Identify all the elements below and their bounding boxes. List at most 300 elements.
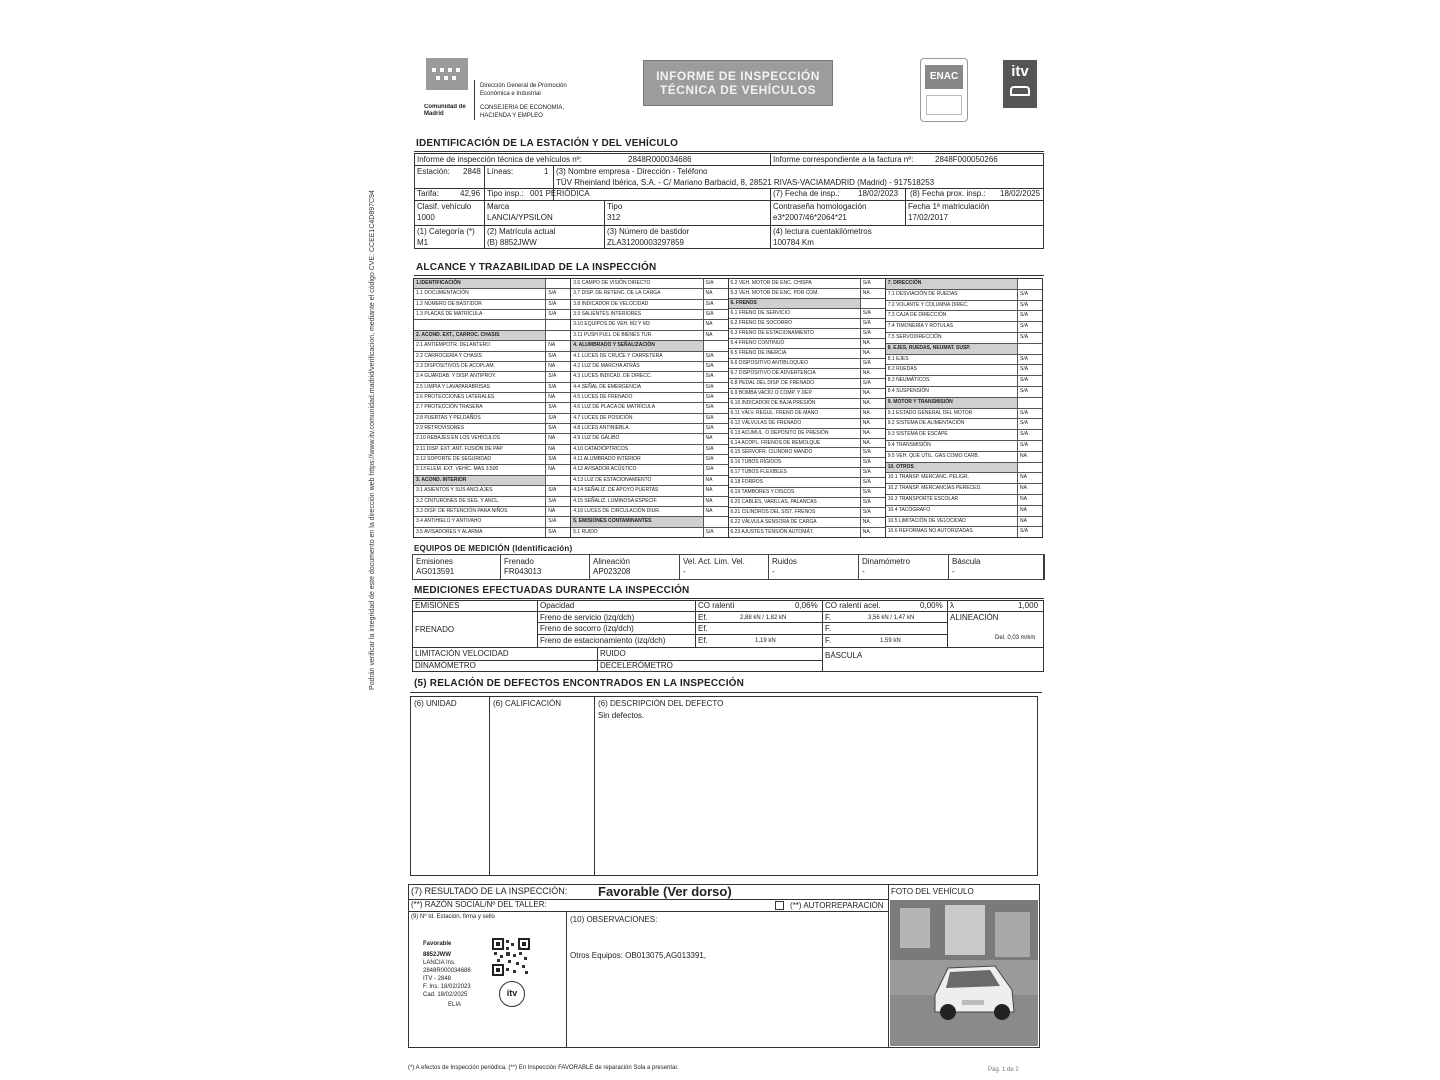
equipo-label: Ruidos	[772, 557, 797, 566]
km-label: (4) lectura cuentakilómetros	[773, 227, 872, 236]
alcance-item-label: 6.9 BOMBA VACÍO O COMP. Y DEP.	[729, 389, 861, 398]
factura-label: Informe correspondiente a la factura nº:	[773, 155, 914, 164]
fecha-prox-label: (8) Fecha prox. insp.:	[910, 189, 986, 198]
dept-line-4: HACIENDA Y EMPLEO	[480, 113, 543, 119]
alcance-row	[571, 465, 727, 475]
alcance-item-label: 6.5 FRENO DE INERCIA	[729, 349, 861, 358]
alcance-row	[414, 279, 570, 289]
estacion-value: 2848	[463, 167, 481, 176]
vehicle-photo	[890, 900, 1038, 1046]
defectos-section-title: (5) RELACIÓN DE DEFECTOS ENCONTRADOS EN LA INSPECCIÓN	[414, 678, 745, 689]
alcance-item-value: NA	[705, 435, 713, 442]
alcance-row	[729, 339, 885, 349]
alcance-item-label: 6.23 AJUSTES TENSIÓN AUTOMÁT.	[729, 528, 861, 537]
freno-servicio-label: Freno de servicio (izq/dch)	[540, 613, 635, 622]
alcance-item-label: 10. OTROS	[886, 463, 1018, 473]
alcance-row	[414, 486, 570, 496]
alcance-item-value: S/A	[1020, 312, 1029, 319]
alcance-row	[414, 341, 570, 351]
alcance-item-label: 4.10 CATADIÓPTRICOS	[571, 445, 703, 454]
alcance-item-value: NA	[862, 349, 870, 356]
report-title-box	[643, 60, 833, 106]
razon-label: (**) RAZÓN SOCIAL/Nº DEL TALLER:	[411, 900, 547, 909]
alcance-row	[571, 289, 727, 299]
alcance-item-value: S/A	[1020, 409, 1029, 416]
bastidor-value: ZLA31200003297859	[607, 238, 684, 247]
alcance-row	[571, 372, 727, 382]
verification-side-text: Podrán verificar la integridad de este documento en la dirección web https://www.itv.comunidad.madrid/verificacion, mediante el código CVE: CCEE1C4D897C94	[369, 190, 376, 690]
tipo-insp-value: 001 PERIÓDICA	[530, 189, 590, 198]
autorep-checkbox	[775, 901, 784, 910]
alcance-item-label: 4.5 LUCES DE FRENADO	[571, 393, 703, 402]
qr-code-icon	[492, 938, 530, 976]
alcance-item-value: S/A	[862, 309, 871, 316]
resultado-value: Favorable (Ver dorso)	[598, 884, 732, 899]
informe-label: Informe de inspección técnica de vehículos nº:	[417, 155, 582, 164]
alcance-row	[886, 311, 1042, 322]
alcance-item-value: S/A	[548, 373, 557, 380]
report-title-line-1: INFORME DE INSPECCIÓN	[656, 69, 820, 83]
alcance-item-value: S/A	[705, 528, 714, 535]
alcance-item-value: S/A	[862, 329, 871, 336]
alcance-item-label: 2.7 PROTECCIÓN TRASERA	[414, 403, 546, 412]
alcance-row	[729, 498, 885, 508]
alcance-item-value: NA	[705, 497, 713, 504]
alcance-row	[729, 289, 885, 299]
alcance-item-value	[546, 331, 570, 340]
alcance-row	[414, 476, 570, 486]
ident-section-title: IDENTIFICACIÓN DE LA ESTACIÓN Y DEL VEHÍCULO	[416, 138, 679, 149]
alcance-row	[571, 445, 727, 455]
tarifa-value: 42,96	[460, 189, 481, 198]
alcance-row	[886, 517, 1042, 528]
alcance-item-label: 4.1 LUCES DE CRUCE Y CARRETERA	[571, 352, 703, 361]
alcance-row	[886, 473, 1042, 484]
alcance-item-label: 3. ACOND. INTERIOR	[414, 476, 546, 485]
stamp-line-3: 2848R000034686	[423, 968, 471, 974]
alcance-row	[571, 279, 727, 289]
marca-value: LANCIA/YPSILON	[487, 213, 553, 222]
alcance-item-label: 7.3 CAJA DE DIRECCIÓN	[886, 311, 1018, 321]
alcance-item-value: S/A	[1020, 420, 1029, 427]
alcance-row	[414, 372, 570, 382]
alcance-item-value: NA	[1020, 452, 1027, 459]
alcance-item-value: S/A	[1020, 528, 1029, 535]
alcance-item-value: NA	[1020, 517, 1027, 524]
stamp-line-5: F. Ins. 18/02/2023	[423, 984, 471, 990]
alcance-item-value: S/A	[862, 280, 871, 286]
ef3-value: 1,19 kN	[755, 638, 776, 644]
alcance-row	[414, 300, 570, 310]
alcance-item-value: S/A	[548, 300, 557, 307]
alcance-item-value: S/A	[1020, 387, 1029, 394]
alcance-item-value: S/A	[705, 352, 714, 359]
alcance-item-label: 6.13 ACUMUL. O DEPÓSITO DE PRESIÓN	[729, 429, 861, 438]
alcance-item-label: 6.20 CABLES, VARILLAS, PALANCAS	[729, 498, 861, 507]
alcance-row	[414, 383, 570, 393]
ef2-label: Ef.	[698, 624, 708, 633]
alcance-item-value: S/A	[548, 456, 557, 463]
alcance-row	[571, 517, 727, 527]
estacion-label: Estación:	[417, 167, 450, 176]
alcance-item-label: 6.6 DISPOSITIVO ANTIBLOQUEO	[729, 359, 861, 368]
alcance-row	[729, 299, 885, 309]
alcance-item-label: 6.3 FRENO DE ESTACIONAMIENTO	[729, 329, 861, 338]
alcance-item-label: 1.1 DOCUMENTACIÓN	[414, 289, 546, 298]
alcance-row	[886, 441, 1042, 452]
alcance-row	[729, 359, 885, 369]
alcance-item-label: 9.2 SISTEMA DE ALIMENTACIÓN	[886, 419, 1018, 429]
alcance-item-label: 5.3 VEH. MOTOR DE ENC. POR COM.	[729, 289, 861, 298]
empresa-value: TÜV Rheinland Ibérica, S.A. - C/ Mariano Barbacid, 8, 28521 RIVAS-VACIAMADRID (Madrid) - 917518253	[556, 178, 935, 187]
alcance-row	[886, 419, 1042, 430]
alcance-row	[414, 414, 570, 424]
alcance-item-value: S/A	[705, 414, 714, 421]
matricula-value: (B) 8852JWW	[487, 238, 537, 247]
alcance-item-label: 3.2 CINTURONES DE SEG. Y ANCL.	[414, 497, 546, 506]
alcance-row	[571, 497, 727, 507]
alcance-item-value	[1018, 344, 1042, 354]
enac-logo	[920, 58, 968, 122]
contrasena-label: Contraseña homologación	[773, 202, 867, 211]
alcance-row	[886, 279, 1042, 290]
vehicle-photo-image	[890, 900, 1038, 1046]
alcance-row	[886, 355, 1042, 366]
alcance-row	[414, 362, 570, 372]
enac-label: ENAC	[925, 65, 963, 89]
alcance-item-label: 8.3 NEUMÁTICOS	[886, 376, 1018, 386]
alcance-row	[414, 445, 570, 455]
alcance-table	[413, 278, 1043, 538]
alcance-row	[886, 452, 1042, 463]
alcance-item-value: S/A	[1020, 301, 1029, 308]
alcance-row	[886, 322, 1042, 333]
alcance-item-value: S/A	[1020, 355, 1029, 362]
alcance-item-value: NA	[548, 342, 556, 349]
foto-label: FOTO DEL VEHÍCULO	[891, 887, 974, 896]
alcance-item-value: S/A	[862, 509, 871, 516]
alcance-row	[729, 379, 885, 389]
fecha-insp-value: 18/02/2023	[858, 189, 899, 198]
alcance-row	[886, 409, 1042, 420]
alcance-row	[571, 383, 727, 393]
alcance-row	[729, 389, 885, 399]
alcance-item-value: NA	[1020, 474, 1027, 481]
matriculacion-value: 17/02/2017	[908, 213, 949, 222]
alcance-row	[729, 409, 885, 419]
stamp-line-7: ELIA	[448, 1002, 462, 1008]
bastidor-label: (3) Número de bastidor	[607, 227, 690, 236]
car-icon	[1010, 86, 1030, 96]
alcance-row	[886, 506, 1042, 517]
alcance-item-label: 2.12 SOPORTE DE SEGURIDAD	[414, 455, 546, 464]
equipo-cell	[500, 554, 590, 580]
alcance-item-label: 4.4 SEÑAL DE EMERGENCIA	[571, 383, 703, 392]
alcance-item-label: 3.3 DISP. DE RETENCIÓN PARA NIÑOS	[414, 507, 546, 516]
alcance-item-value: NA	[862, 289, 870, 296]
equipo-label: Alineación	[593, 557, 630, 566]
dept-line-1: Dirección General de Promoción	[480, 83, 567, 89]
autorep-label: (**) AUTORREPARACIÓN	[790, 901, 884, 910]
alcance-row	[571, 393, 727, 403]
f1-label: F.	[825, 613, 832, 622]
fecha-prox-value: 18/02/2025	[1000, 189, 1041, 198]
alcance-row	[729, 448, 885, 458]
observ-label: (10) OBSERVACIONES:	[570, 915, 658, 924]
alcance-item-value: S/A	[1020, 323, 1029, 330]
alcance-item-value: NA	[548, 362, 556, 369]
alcance-row	[414, 528, 570, 537]
equipo-cell	[589, 554, 680, 580]
alcance-item-value: S/A	[1020, 333, 1029, 340]
alcance-item-value	[704, 517, 728, 526]
alcance-row	[414, 310, 570, 320]
alcance-item-value: S/A	[548, 425, 557, 432]
alcance-item-value	[1018, 279, 1042, 289]
alcance-item-label: 6.18 FORROS	[729, 478, 861, 487]
alcance-item-label: 4.2 LUZ DE MARCHA ATRÁS	[571, 362, 703, 371]
alcance-item-value: NA	[705, 321, 713, 328]
empresa-label: (3) Nombre empresa - Dirección - Teléfono	[556, 167, 708, 176]
matriculacion-label: Fecha 1ª matriculación	[908, 202, 990, 211]
tipo-insp-label: Tipo insp.:	[487, 189, 524, 198]
alcance-row	[886, 290, 1042, 301]
alcance-item-label: 2.9 RETROVISORES	[414, 424, 546, 433]
alcance-item-label: 3.9 SALIENTES INTERIORES	[571, 310, 703, 319]
alcance-item-label: 4.8 LUCES ANTINIEBLA	[571, 424, 703, 433]
alcance-row	[571, 434, 727, 444]
equipo-cell	[679, 554, 769, 580]
freno-estac-label: Freno de estacionamiento (izq/dch)	[540, 636, 666, 645]
alcance-row	[886, 398, 1042, 409]
equipo-value: -	[952, 567, 955, 576]
dept-line-3: CONSEJERÍA DE ECONOMÍA,	[480, 105, 565, 111]
alcance-row	[729, 429, 885, 439]
equipo-value: -	[772, 567, 775, 576]
alcance-item-value: S/A	[1020, 431, 1029, 438]
equipos-section-title: EQUIPOS DE MEDICIÓN (Identificación)	[414, 544, 573, 553]
equipo-label: Vel. Act. Lim. Vel.	[683, 557, 745, 566]
resultado-label: (7) RESULTADO DE LA INSPECCIÓN:	[411, 886, 568, 896]
alcance-row	[729, 419, 885, 429]
marca-label: Marca	[487, 202, 510, 211]
alcance-item-value: NA	[548, 445, 556, 452]
f3-label: F.	[825, 636, 832, 645]
equipo-label: Frenado	[504, 557, 534, 566]
alcance-item-label: 1.2 NÚMERO DE BASTIDOR	[414, 300, 546, 309]
alcance-item-value: S/A	[862, 489, 871, 496]
alcance-item-value: S/A	[548, 497, 557, 504]
alcance-item-label: 7.5 SERVODIRECCIÓN	[886, 333, 1018, 343]
alcance-row	[886, 463, 1042, 474]
alineacion-value: Del. 0,03 m/km	[995, 635, 1036, 641]
alcance-row	[571, 424, 727, 434]
limitacion-label: LIMITACIÓN VELOCIDAD	[415, 649, 509, 658]
alcance-item-value: S/A	[862, 459, 871, 466]
unidad-label: (6) UNIDAD	[414, 699, 457, 708]
ruido-label: RUIDO	[600, 649, 626, 658]
alcance-item-label: 3.5 AVISADORES Y ALARMA	[414, 528, 546, 537]
fecha-insp-label: (7) Fecha de insp.:	[773, 189, 840, 198]
alcance-row	[729, 478, 885, 488]
alcance-item-value	[1018, 398, 1042, 408]
alcance-column	[571, 279, 728, 537]
itv-seal-label: itv	[506, 988, 518, 998]
alcance-item-label: 9.1 ESTADO GENERAL DEL MOTOR	[886, 409, 1018, 419]
alcance-item-label: 1.IDENTIFICACIÓN	[414, 279, 546, 288]
alcance-item-value: S/A	[548, 404, 557, 411]
lambda-label: λ	[950, 601, 954, 610]
decelerometro-label: DECELERÓMETRO	[600, 661, 673, 670]
alcance-row	[729, 488, 885, 498]
alcance-row	[414, 424, 570, 434]
dinamometro-label: DINAMÓMETRO	[415, 661, 476, 670]
alcance-item-label: 3.4 ANTIHIELO Y ANTIVAHO	[414, 517, 546, 526]
alcance-item-label: 2.13 ELEM. EXT. VEHÍC. MAS 3.500	[414, 465, 546, 474]
alcance-item-label: 4.16 LUCES DE CIRCULACIÓN DIUR.	[571, 507, 703, 516]
alcance-item-label: 4.9 LUZ DE GÁLIBO	[571, 434, 703, 443]
alcance-row	[571, 341, 727, 351]
alcance-item-label: 8.1 EJES	[886, 355, 1018, 365]
alcance-item-value: S/A	[705, 280, 714, 286]
opacidad-label: Opacidad	[540, 601, 575, 610]
alcance-item-label: 3.8 INDICADOR DE VELOCIDAD	[571, 300, 703, 309]
alcance-item-value	[546, 476, 570, 485]
alcance-row	[886, 387, 1042, 398]
alcance-item-label: 4.6 LUZ DE PLACA DE MATRÍCULA	[571, 403, 703, 412]
ef3-label: Ef.	[698, 636, 708, 645]
equipo-value: -	[862, 567, 865, 576]
equipo-cell	[412, 554, 501, 580]
alcance-item-value: NA	[862, 369, 870, 376]
equipo-label: Emisiones	[416, 557, 453, 566]
alcance-item-value: NA	[862, 529, 870, 536]
alcance-item-label: 6.4 FRENO CONTINUO	[729, 339, 861, 348]
f3-value: 1,59 kN	[880, 638, 901, 644]
alcance-item-label: 10.6 REFORMAS NO AUTORIZADAS	[886, 527, 1018, 537]
alcance-item-label: 9. MOTOR Y TRANSMISIÓN	[886, 398, 1018, 408]
alcance-item-label: 5.1 RUIDO	[571, 528, 703, 537]
alcance-item-label: 10.4 TACÓGRAFO	[886, 506, 1018, 516]
alcance-item-label: 6.10 INDICADOR DE BAJA PRESIÓN	[729, 399, 861, 408]
alcance-row	[414, 517, 570, 527]
alcance-row	[414, 434, 570, 444]
alcance-item-label: 6.21 CILINDROS DEL SIST. FRENOS	[729, 508, 861, 517]
alcance-item-value: S/A	[705, 300, 714, 307]
alcance-row	[729, 399, 885, 409]
alcance-item-value: NA	[705, 507, 713, 514]
lambda-value: 1,000	[1018, 601, 1039, 610]
alcance-item-value: NA	[705, 487, 713, 494]
alcance-item-value: NA	[1020, 485, 1027, 492]
alcance-item-value	[704, 341, 728, 350]
alcance-item-label: 8. EJES, RUEDAS, NEUMAT. SUSP.	[886, 344, 1018, 354]
alcance-item-label: 10.5 LIMITACIÓN DE VELOCIDAD	[886, 517, 1018, 527]
co-ralenti-value: 0,06%	[795, 601, 818, 610]
alcance-item-value: NA	[862, 409, 870, 416]
alcance-item-value: NA	[862, 399, 870, 406]
region-name: Comunidad de Madrid	[424, 104, 466, 117]
bascula-label: BÁSCULA	[825, 651, 863, 660]
mediciones-section-title: MEDICIONES EFECTUADAS DURANTE LA INSPECCIÓN	[414, 585, 690, 596]
stamp-line-1: 8852JWW	[423, 952, 452, 958]
alcance-item-label: 6.11 VÁLV. REGUL. FRENO DE MANO	[729, 409, 861, 418]
equipo-label: Báscula	[952, 557, 981, 566]
alcance-item-value: S/A	[705, 311, 714, 318]
alcance-row	[886, 527, 1042, 537]
alcance-item-value: S/A	[862, 479, 871, 486]
itv-logo	[1003, 60, 1037, 108]
alcance-item-label: 2.5 LIMPIA Y LAVAPARABRISAS	[414, 383, 546, 392]
alcance-item-label: 3.6 CAMPO DE VISIÓN DIRECTO	[571, 279, 703, 288]
alcance-item-label: 3.7 DISP. DE RETENC. DE LA CARGA	[571, 289, 703, 298]
alcance-item-label: 4.15 SEÑALIZ. LUMINOSA ESPECIF.	[571, 497, 703, 506]
alcance-row	[729, 369, 885, 379]
alcance-section-title: ALCANCE Y TRAZABILIDAD DE LA INSPECCIÓN	[416, 262, 657, 273]
madrid-logo	[426, 58, 468, 102]
equipo-value: -	[683, 567, 686, 576]
alcance-row	[414, 352, 570, 362]
alcance-item-label: 6. FRENOS	[729, 299, 861, 308]
alcance-item-value: S/A	[548, 290, 557, 297]
alcance-item-value: S/A	[548, 487, 557, 494]
alcance-row	[886, 365, 1042, 376]
alcance-item-label	[414, 320, 546, 329]
alcance-item-value: S/A	[705, 404, 714, 411]
alcance-item-label: 4.14 SEÑALIZ. DE APOYO PUERTAS	[571, 486, 703, 495]
alcance-item-label: 6.1 FRENO DE SERVICIO	[729, 309, 861, 318]
alcance-item-value: S/A	[548, 311, 557, 318]
alcance-item-label: 3.1 ASIENTOS Y SUS ANCLAJES	[414, 486, 546, 495]
alcance-item-label: 2.10 REBAJES EN LOS VEHÍCULOS	[414, 434, 546, 443]
alcance-row	[571, 403, 727, 413]
alcance-item-value: S/A	[705, 466, 714, 473]
itv-seal	[499, 981, 525, 1007]
equipo-cell	[768, 554, 859, 580]
alcance-row	[729, 508, 885, 518]
alcance-item-value: S/A	[548, 383, 557, 390]
alcance-item-label: 7. DIRECCIÓN	[886, 279, 1018, 289]
alcance-row	[729, 309, 885, 319]
alcance-item-label: 6.12 VÁLVULAS DE FRENADO	[729, 419, 861, 428]
alcance-item-label: 2.8 PUERTAS Y PELDAÑOS	[414, 414, 546, 423]
clasif-label: Clasif. vehículo	[417, 202, 472, 211]
alcance-row	[886, 301, 1042, 312]
report-title-line-2: TÉCNICA DE VEHÍCULOS	[659, 83, 817, 97]
alcance-row	[571, 362, 727, 372]
alcance-item-label: 6.8 PEDAL DEL DISP. DE FRENADO	[729, 379, 861, 388]
alcance-row	[414, 331, 570, 341]
alcance-row	[414, 507, 570, 517]
alcance-item-value: S/A	[1020, 366, 1029, 373]
dept-line-2: Económica e Industrial	[480, 91, 541, 97]
alcance-row	[571, 476, 727, 486]
alcance-item-value: S/A	[705, 445, 714, 452]
firma-label: (9) Nº Id. Estación, firma y sello	[411, 914, 495, 920]
equipo-value: AP023208	[593, 567, 631, 576]
alcance-item-label: 4.13 LUZ DE ESTACIONAMIENTO	[571, 476, 703, 485]
alcance-item-label: 2.6 PROTECCIONES LATERALES	[414, 393, 546, 402]
qr-code	[492, 938, 530, 976]
alcance-item-value: S/A	[548, 528, 557, 535]
alcance-item-value: S/A	[862, 449, 871, 456]
emisiones-label: EMISIONES	[415, 601, 460, 610]
alcance-item-label: 2.4 GUARDAB. Y DISP. ANTIPROY.	[414, 372, 546, 381]
alcance-item-label: 1.3 PLACAS DE MATRÍCULA	[414, 310, 546, 319]
alcance-item-label: 4.12 AVISADOR ACÚSTICO	[571, 465, 703, 474]
alcance-row	[886, 484, 1042, 495]
alcance-row	[571, 414, 727, 424]
